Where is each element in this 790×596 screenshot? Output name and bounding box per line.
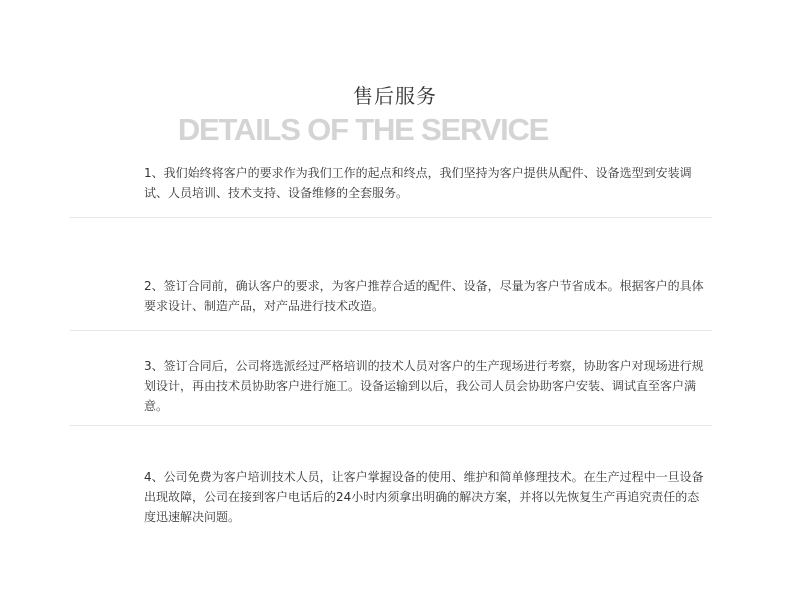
service-item-3: 3、签订合同后，公司将选派经过严格培训的技术人员对客户的生产现场进行考察，协助客户对现场进行规划设计，再由技术员协助客户进行施工。设备运输到以后，我公司人员会协助客户安装、调试直至客户满意。 (144, 359, 704, 413)
divider (70, 425, 712, 426)
service-item-2: 2、签订合同前，确认客户的要求，为客户推荐合适的配件、设备，尽量为客户节省成本。根据客户的具体要求设计、制造产品，对产品进行技术改造。 (144, 279, 704, 313)
service-item-4: 4、公司免费为客户培训技术人员，让客户掌握设备的使用、维护和简单修理技术。在生产过程中一旦设备出现故障，公司在接到客户电话后的24小时内须拿出明确的解决方案，并将以先恢复生产再追究责任的态度迅速解决问题。 (144, 470, 704, 524)
page-subtitle-en: DETAILS OF THE SERVICE (177, 112, 549, 147)
divider (70, 217, 712, 218)
page-title: 售后服务 (353, 84, 437, 108)
divider (70, 330, 712, 331)
service-item-1: 1、我们始终将客户的要求作为我们工作的起点和终点，我们坚持为客户提供从配件、设备选型到安装调试、人员培训、技术支持、设备维修的全套服务。 (144, 166, 692, 200)
